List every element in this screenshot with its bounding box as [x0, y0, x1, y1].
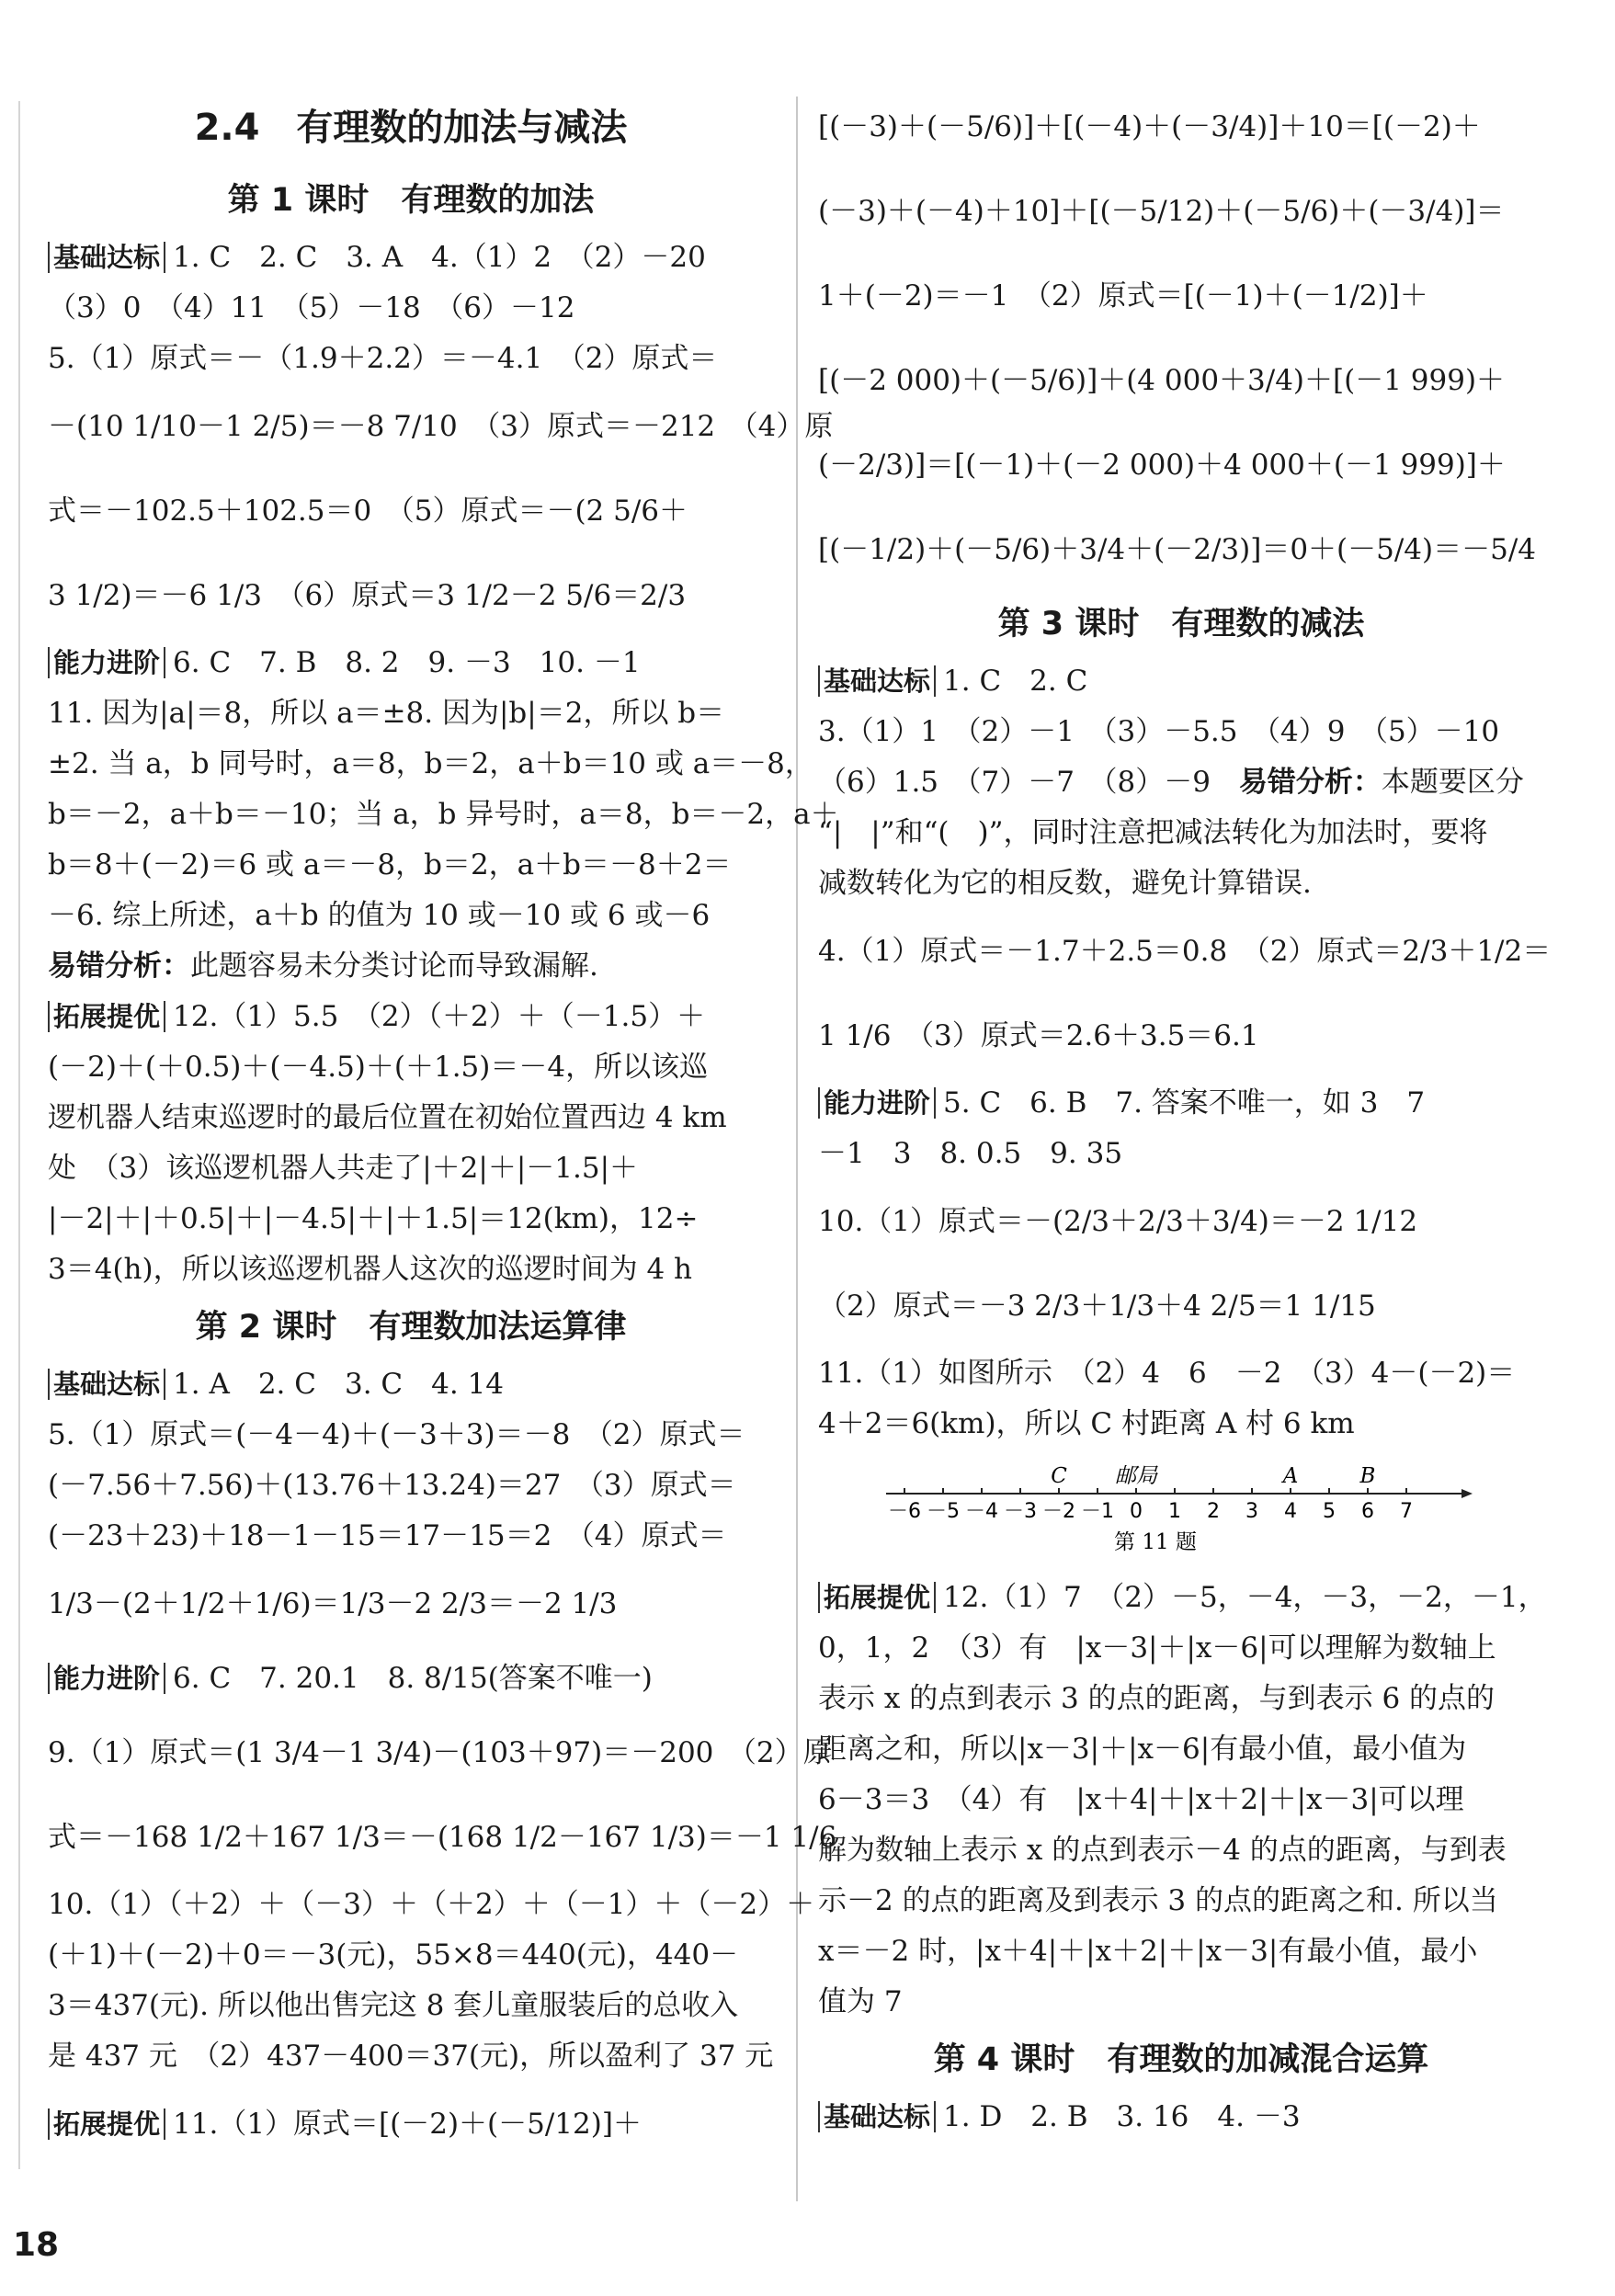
text-line	[818, 994, 1544, 1078]
section-tag: 拓展提优	[818, 1582, 936, 1613]
text-line	[818, 909, 1552, 994]
section-title	[818, 592, 1544, 656]
error-analysis-label: 易错分析：	[1238, 766, 1382, 799]
section-title	[48, 168, 774, 233]
text-line	[818, 1825, 1544, 1876]
line-text: －(10 1/10－1 2/5)＝－8 7/10 （3）原式＝－212 （4）原	[48, 410, 834, 443]
text-line	[818, 757, 1544, 808]
number-line	[877, 1453, 1484, 1573]
right-column	[818, 85, 1552, 2143]
text-line	[48, 992, 774, 1042]
line-text: (＋1)＋(－2)＋0＝－3(元)，55×8＝440(元)，440－	[48, 1938, 739, 1972]
text-line	[48, 638, 774, 688]
line-text: 6. C 7. B 8. 2 9. －3 10. －1	[173, 646, 641, 679]
text-line	[818, 2092, 1544, 2143]
line-text: 0，1，2 （3）有 |x－3|＋|x－6|可以理解为数轴上	[818, 1631, 1496, 1665]
text-line	[818, 1078, 1544, 1129]
page-number: 18	[13, 2226, 60, 2264]
text-line	[48, 233, 774, 283]
text-line	[818, 1977, 1544, 2028]
line-text: 1. A 2. C 3. C 4. 14	[173, 1368, 505, 1401]
text-line	[818, 254, 1544, 338]
line-text: 3＝437(元). 所以他出售完这 8 套儿童服装后的总收入	[48, 1989, 739, 2022]
section-tag: 能力进阶	[818, 1087, 936, 1119]
line-text: （6）1.5 （7）－7 （8）－9	[818, 766, 1239, 799]
text-line	[48, 1461, 774, 1511]
text-line	[48, 688, 774, 739]
text-line	[818, 1264, 1544, 1348]
line-text: 1. D 2. B 3. 16 4. －3	[943, 2100, 1301, 2133]
point-label: B	[1359, 1464, 1376, 1488]
line-text: 11.（1）如图所示 （2）4 6 －2 （3）4－(－2)＝	[818, 1357, 1516, 1390]
line-text: 第 1 课时 有理数的加法	[227, 182, 595, 219]
text-line	[48, 334, 774, 384]
section-tag: 能力进阶	[48, 1663, 165, 1694]
line-text: 6－3＝3 （4）有 |x＋4|＋|x＋2|＋|x－3|可以理	[818, 1783, 1464, 1816]
left-column	[48, 87, 839, 2166]
text-line	[48, 283, 774, 334]
line-text: 第 4 课时 有理数的加减混合运算	[933, 2041, 1429, 2078]
text-line	[818, 1927, 1544, 1977]
section-tag: 基础达标	[48, 242, 165, 273]
line-text: 3＝4(h)，所以该巡逻机器人这次的巡逻时间为 4 h	[48, 1253, 692, 1286]
tick-label: 2	[1207, 1500, 1220, 1523]
line-text: 12.（1）7 （2）－5，－4，－3，－2，－1，	[943, 1581, 1547, 1614]
section-tag: 拓展提优	[48, 2108, 165, 2140]
line-text: 解为数轴上表示 x 的点到表示－4 的点的距离，与到表	[818, 1834, 1507, 1867]
text-line	[48, 739, 813, 790]
text-line	[818, 1399, 1544, 1449]
axis-arrow	[1461, 1489, 1473, 1498]
text-line	[818, 707, 1544, 757]
line-text: “| |”和“( )”，同时注意把减法转化为加法时，要将	[818, 816, 1488, 849]
line-text: 1＋(－2)＝－1 （2）原式＝[(－1)＋(－1/2)]＋	[818, 279, 1428, 313]
figure-caption: 第 11 题	[1114, 1530, 1197, 1554]
line-text: 5.（1）原式＝－（1.9＋2.2）＝－4.1 （2）原式＝	[48, 342, 718, 375]
text-line	[48, 1410, 774, 1461]
line-text: 10.（1）（＋2）＋（－3）＋（＋2）＋（－1）＋（－2）＋	[48, 1888, 815, 1921]
line-text: (－2/3)]＝[(－1)＋(－2 000)＋4 000＋(－1 999)]＋	[818, 449, 1506, 482]
text-line	[818, 1674, 1544, 1724]
line-text: x＝－2 时，|x＋4|＋|x＋2|＋|x－3|有最小值，最小	[818, 1935, 1478, 1968]
line-text: (－2)＋(＋0.5)＋(－4.5)＋(＋1.5)＝－4，所以该巡	[48, 1051, 709, 1084]
text-line	[48, 553, 774, 638]
line-text: 示－2 的点的距离及到表示 3 的点的距离之和. 所以当	[818, 1884, 1498, 1917]
line-text: 10.（1）原式＝－(2/3＋2/3＋3/4)＝－2 1/12	[818, 1205, 1418, 1238]
line-text: 距离之和，所以|x－3|＋|x－6|有最小值，最小值为	[818, 1733, 1467, 1766]
text-line	[48, 2031, 774, 2082]
text-line	[48, 790, 839, 840]
section-tag: 能力进阶	[48, 647, 165, 678]
line-text: 式＝－168 1/2＋167 1/3＝－(168 1/2－167 1/3)＝－1 1/6	[48, 1821, 837, 1854]
text-line	[48, 941, 774, 992]
line-text: 表示 x 的点到表示 3 的点的距离，与到表示 6 的点的	[818, 1682, 1496, 1715]
line-text: －6. 综上所述，a＋b 的值为 10 或－10 或 6 或－6	[48, 899, 711, 932]
text-line	[818, 338, 1544, 423]
line-text: 12.（1）5.5 （2）（＋2）＋（－1.5）＋	[173, 1000, 706, 1033]
line-text: (－7.56＋7.56)＋(13.76＋13.24)＝27 （3）原式＝	[48, 1469, 736, 1502]
line-text: (－3)＋(－4)＋10]＋[(－5/12)＋(－5/6)＋(－3/4)]＝	[818, 195, 1505, 228]
tick-label: －4	[965, 1500, 998, 1523]
line-text: [(－2 000)＋(－5/6)]＋(4 000＋3/4)＋[(－1 999)＋	[818, 364, 1506, 397]
text-line	[818, 507, 1544, 592]
section-title	[818, 2028, 1544, 2092]
text-line	[48, 840, 774, 891]
line-text: －1 3 8. 0.5 9. 35	[818, 1137, 1123, 1170]
line-text: 处 （3）该巡逻机器人共走了|＋2|＋|－1.5|＋	[48, 1152, 639, 1185]
line-text: （3）0 （4）11 （5）－18 （6）－12	[48, 291, 575, 324]
text-line	[48, 1562, 774, 1646]
text-line	[48, 2082, 774, 2166]
margin-rule	[18, 101, 20, 2169]
line-text: 减数转化为它的相反数，避免计算错误.	[818, 867, 1312, 900]
line-text: 1 1/6 （3）原式＝2.6＋3.5＝6.1	[818, 1019, 1259, 1052]
text-line	[818, 1724, 1544, 1775]
tick-label: －3	[1004, 1500, 1037, 1523]
text-line	[48, 1930, 774, 1981]
text-line	[818, 656, 1544, 707]
line-text: b＝8＋(－2)＝6 或 a＝－8，b＝2，a＋b＝－8＋2＝	[48, 848, 732, 881]
line-text: 第 3 课时 有理数的减法	[997, 606, 1365, 642]
number-line-figure	[877, 1453, 1544, 1573]
tick-label: 5	[1323, 1500, 1336, 1523]
tick-label: －2	[1042, 1500, 1075, 1523]
text-line	[48, 1359, 774, 1410]
text-line	[818, 858, 1544, 909]
line-text: b＝－2，a＋b＝－10；当 a，b 异号时，a＝8，b＝－2，a＋	[48, 798, 839, 831]
line-text: 式＝－102.5＋102.5＝0 （5）原式＝－(2 5/6＋	[48, 494, 688, 528]
point-label: C	[1051, 1464, 1067, 1488]
text-line	[818, 423, 1544, 507]
line-text: 5. C 6. B 7. 答案不唯一，如 3 7	[943, 1086, 1426, 1120]
tick-label: －5	[927, 1500, 960, 1523]
section-tag: 基础达标	[818, 665, 936, 697]
text-line	[48, 1711, 832, 1795]
line-text: 是 437 元 （2）437－400＝37(元)，所以盈利了 37 元	[48, 2040, 774, 2073]
text-line	[48, 1511, 774, 1562]
line-text: 4＋2＝6(km)，所以 C 村距离 A 村 6 km	[818, 1407, 1355, 1440]
line-text: 第 2 课时 有理数加法运算律	[195, 1309, 627, 1346]
text-line	[48, 384, 834, 469]
tick-label: 3	[1245, 1500, 1258, 1523]
section-tag: 基础达标	[818, 2101, 936, 2132]
line-text: 3.（1）1 （2）－1 （3）－5.5 （4）9 （5）－10	[818, 715, 1500, 748]
line-text: [(－3)＋(－5/6)]＋[(－4)＋(－3/4)]＋10＝[(－2)＋	[818, 110, 1481, 143]
tick-label: －1	[1081, 1500, 1114, 1523]
text-line	[48, 1880, 815, 1930]
section-tag: 拓展提优	[48, 1001, 165, 1032]
tick-label: 7	[1400, 1500, 1413, 1523]
line-text: 1. C 2. C	[943, 665, 1088, 698]
tick-label: 0	[1130, 1500, 1143, 1523]
line-text: 值为 7	[818, 1985, 903, 2018]
section-title	[48, 1295, 774, 1359]
text-line	[48, 1143, 774, 1194]
point-label: 邮局	[1115, 1464, 1157, 1488]
section-title	[48, 87, 774, 168]
text-line	[48, 1795, 837, 1880]
line-text: 6. C 7. 20.1 8. 8/15(答案不唯一)	[173, 1662, 653, 1695]
line-text: 此题容易未分类讨论而导致漏解.	[190, 949, 598, 983]
text-line	[48, 891, 774, 941]
tick-label: －6	[888, 1500, 921, 1523]
line-text: 11. 因为|a|＝8，所以 a＝±8. 因为|b|＝2，所以 b＝	[48, 697, 725, 730]
text-line	[818, 1179, 1544, 1264]
text-line	[818, 1573, 1547, 1623]
line-text: |－2|＋|＋0.5|＋|－4.5|＋|＋1.5|＝12(km)，12÷	[48, 1202, 699, 1235]
line-text: 2.4 有理数的加法与减法	[194, 107, 628, 149]
line-text: (－23＋23)＋18－1－15＝17－15＝2 （4）原式＝	[48, 1519, 727, 1552]
line-text: 1. C 2. C 3. A 4.（1）2 （2）－20	[173, 241, 706, 274]
text-line	[818, 169, 1544, 254]
error-analysis-label: 易错分析：	[48, 949, 190, 983]
text-line	[48, 1245, 774, 1295]
line-text: 4.（1）原式＝－1.7＋2.5＝0.8 （2）原式＝2/3＋1/2＝	[818, 935, 1552, 968]
line-text: 本题要区分	[1381, 766, 1524, 799]
text-line	[818, 808, 1544, 858]
text-line	[818, 1348, 1544, 1399]
line-text: 11.（1）原式＝[(－2)＋(－5/12)]＋	[173, 2108, 642, 2141]
text-line	[48, 469, 774, 553]
line-text: 1/3－(2＋1/2＋1/6)＝1/3－2 2/3＝－2 1/3	[48, 1587, 618, 1620]
line-text: 逻机器人结束巡逻时的最后位置在初始位置西边 4 km	[48, 1101, 727, 1134]
line-text: （2）原式＝－3 2/3＋1/3＋4 2/5＝1 1/15	[818, 1290, 1376, 1323]
line-text: [(－1/2)＋(－5/6)＋3/4＋(－2/3)]＝0＋(－5/4)＝－5/4	[818, 533, 1537, 566]
line-text: ±2. 当 a，b 同号时，a＝8，b＝2，a＋b＝10 或 a＝－8，	[48, 747, 813, 780]
text-line	[818, 1129, 1544, 1179]
text-line	[818, 1623, 1544, 1674]
tick-label: 1	[1168, 1500, 1181, 1523]
text-line	[818, 85, 1544, 169]
line-text: 5.（1）原式＝(－4－4)＋(－3＋3)＝－8 （2）原式＝	[48, 1418, 745, 1451]
line-text: 3 1/2)＝－6 1/3 （6）原式＝3 1/2－2 5/6＝2/3	[48, 579, 687, 612]
point-label: A	[1282, 1464, 1299, 1488]
text-line	[48, 1042, 774, 1093]
text-line	[48, 1646, 774, 1711]
text-line	[48, 1194, 774, 1245]
text-line	[818, 1876, 1544, 1927]
tick-label: 6	[1361, 1500, 1374, 1523]
text-line	[48, 1093, 774, 1143]
section-tag: 基础达标	[48, 1369, 165, 1400]
tick-label: 4	[1284, 1500, 1297, 1523]
text-line	[48, 1981, 774, 2031]
text-line	[818, 1775, 1544, 1825]
line-text: 9.（1）原式＝(1 3/4－1 3/4)－(103＋97)＝－200 （2）原	[48, 1736, 832, 1769]
